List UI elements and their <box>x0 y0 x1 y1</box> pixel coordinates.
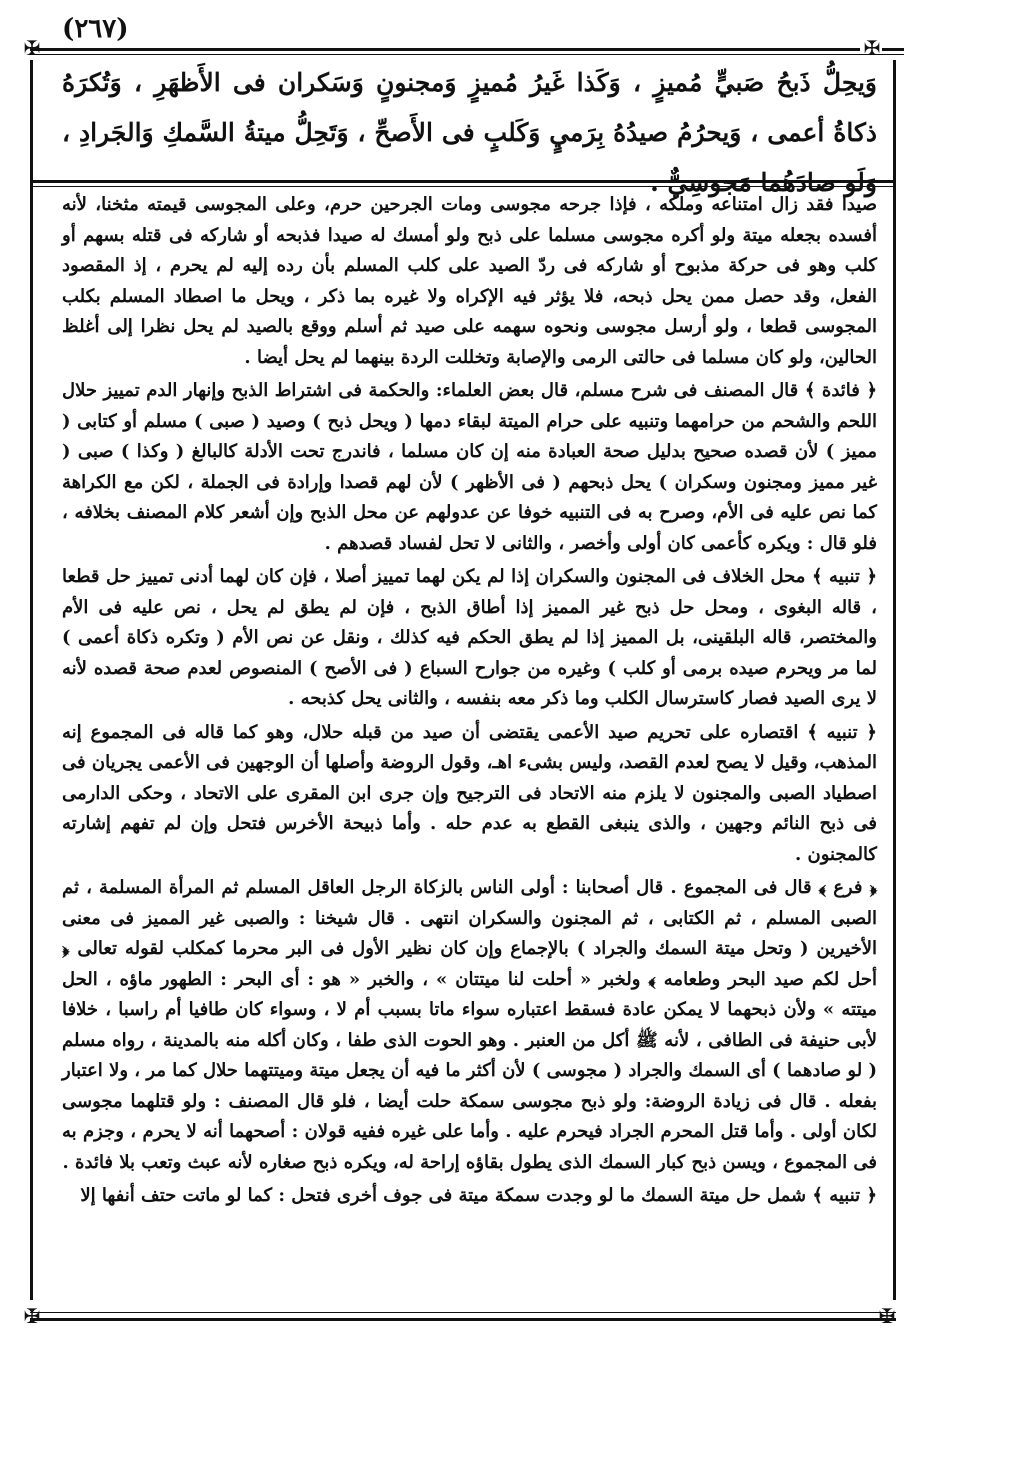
corner-ornament-icon: ✠ <box>23 36 41 60</box>
frame-bottom-rule <box>30 1318 896 1321</box>
frame-left-rule <box>30 60 33 1300</box>
commentary-paragraph <box>62 190 877 373</box>
corner-ornament-icon: ✠ <box>878 1304 896 1328</box>
paragraph-text: قال المصنف فى شرح مسلم، قال بعض العلماء: والحكمة فى اشتراط الذبح وإنهار الدم تمييز حلال اللحم والشحم من حرامهما وتنبيه على حرام الميتة لبقاء دمها ( ويحل ذبح ) وصيد ( صبى ) مسلم أو كتابى ( مميز ) لأن قصده صحيح بدليل صحة العبادة منه إن كان مسلما ، فاندرج تحت الأدلة كالبالغ ( وكذا ) صبى ( غير مميز ومجنون وسكران ) يحل ذبحهم ( فى الأظهر ) لأن لهم قصدا وإرادة فى الجملة ، لكن مع الكراهة كما نص عليه فى الأم، وصرح به فى التنبيه خوفا عن عدولهم عن محل الذبح وإن أشعر كلام المصنف بخلافه ، فلو قال : ويكره كأعمى كان أولى وأخصر ، والثانى لا تحل لفساد قصدهم . <box>62 380 877 554</box>
section-label: ﴿ تنبيه ﴾ <box>807 721 877 743</box>
section-label: ﴿ تنبيه ﴾ <box>811 566 877 587</box>
frame-top-rule-right <box>882 48 904 51</box>
paragraph-text: صيدا فقد زال امتناعه وملكه ، فإذا جرحه مجوسى ومات الجرحين حرم، وعلى المجوسى قيمته مثخنا، لأنه أفسده بجعله ميتة ولو أكره مجوسى مسلما على ذبح ولو أمسك له صيدا فذبحه أو شاركه فى قتله بسهم أو كلب وهو فى حركة مذبوح أو شاركه فى ردّ الصيد على كلب المسلم بأن رده إليه لم يحرم ، إذ المقصود الفعل، وقد حصل ممن يحل ذبحه، فلا يؤثر فيه الإكراه ولا غيره بما ذكر ، ويحل ما اصطاد المسلم بكلب المجوسى قطعا ، ولو أرسل مجوسى ونحوه سهمه على صيد ثم أسلم ووقع بالصيد لم يحل نظرا إلى أغلظ الحالين، ولو كان مسلما فى حالتى الرمى والإصابة وتخللت الردة بينهما لم يحل أيضا . <box>62 194 877 368</box>
paragraph-text: قال فى المجموع . قال أصحابنا : أولى الناس بالزكاة الرجل العاقل المسلم ثم المرأة المسلمة ، ثم الصبى المسلم ، ثم الكتابى ، ثم المجنون والسكران انتهى . قال شيخنا : والصبى غير المميز فى معنى الأخيرين ( وتحل ميتة السمك والجراد ) بالإجماع وإن كان نظير الأول فى البر محرما كمكلب لقوله تعالى ﴿ أحل لكم صيد البحر وطعامه ﴾ ولخبر « أحلت لنا ميتتان » ، والخبر « هو : أى البحر : الطهور ماؤه ، الحل ميتته » ولأن ذبحهما لا يمكن عادة فسقط اعتباره سواء ماتا بسبب أم لا ، وسواء كان طافيا أم راسبا ، خلافا لأبى حنيفة فى الطافى ، لأنه ﷺ أكل من العنبر . وهو الحوت الذى طفا ، وكان أكله منه بالمدينة ، رواه مسلم ( لو صادهما ) أى السمك والجراد ( مجوسى ) لأن أكثر ما فيه أن يجعل ميتة وميتتهما حلال كما مر ، ولا اعتبار بفعله . قال فى زيادة الروضة: ولو ذبح مجوسى سمكة حلت أيضا ، فلو قال المصنف : ولو قتلهما مجوسى لكان أولى . وأما قتل المحرم الجراد فيحرم عليه . وأما على غيره ففيه قولان : أصحهما أنه لا يحرم ، وجزم به فى المجموع ، ويسن ذبح كبار السمك الذى يطول بقاؤه إراحة له، ويكره ذبح صغاره لأنه عبث وتعب بلا فائدة . <box>62 877 877 1173</box>
paragraph-text: اقتصاره على تحريم صيد الأعمى يقتضى أن صيد من قبله حلال، وهو كما قاله فى المجموع إنه المذهب، وقيل لا يصح لعدم القصد، وليس بشىء اهـ، وقول الروضة وأصلها أن الوجهين فى الأعمى يجريان فى اصطياد الصبى والمجنون لا يلزم منه الاتحاد فى الترجيح وإن جرى ابن المقرى على الاتحاد ، وحكى الدارمى فى ذبح النائم وجهين ، والذى ينبغى القطع به عدم حله . وأما ذبيحة الأخرس فتحل وإن لم تفهم إشارته كالمجنون . <box>62 721 878 865</box>
commentary-paragraph <box>62 562 877 715</box>
commentary-paragraph <box>62 1181 877 1212</box>
commentary-paragraph <box>62 718 877 871</box>
page-number: (٢٦٧) <box>62 14 129 44</box>
frame-bottom-rule-thin <box>30 1312 896 1313</box>
commentary-paragraph <box>62 376 877 559</box>
paragraph-text: شمل حل ميتة السمك ما لو وجدت سمكة ميتة فى جوف أخرى فتحل : كما لو ماتت حتف أنفها إلا <box>80 1185 807 1206</box>
corner-ornament-icon: ✠ <box>23 1304 41 1328</box>
section-label: ﴿ تنبيه ﴾ <box>812 1185 877 1206</box>
section-label: ﴿ فرع ﴾ <box>818 877 877 898</box>
frame-top-rule-thin <box>30 54 904 55</box>
commentary <box>62 190 877 1295</box>
matn-text: وَيحِلُّ ذَبحُ صَبيٍّ مُميزٍ ، وَكَذا غَيرُ مُميزٍ وَمجنونٍ وَسَكران فى الأَظهَرِ ، وَتُكرَهُ ذكاةُ أعمى ، وَيحرُمُ صيدُهُ بِرَميٍ وَكَلبٍ فى الأَصحِّ ، وَتَحِلُّ ميتةُ السَّمكِ وَالجَرادِ ، وَلَو صادَهُما مَجوسِيٌّ . <box>62 68 877 197</box>
frame-right-rule <box>893 60 896 1300</box>
paragraph-text: محل الخلاف فى المجنون والسكران إذا لم يكن لهما تمييز أصلا ، فإن كان لهما أدنى تمييز حل قطعا ، قاله البغوى ، ومحل حل ذبح غير المميز إذا أطاق الذبح ، فإن لم يطق لم يحل ، نص عليه فى الأم والمختصر، قاله البلقينى، بل المميز إذا لم يطق الحكم فيه كذلك ، ونقل عن نص الأم ( وتكره ذكاة أعمى ) لما مر ويحرم صيده برمى أو كلب ) وغيره من جوارح السباع ( فى الأصح ) المنصوص لعدم صحة قصده لأنه لا يرى الصيد فصار كاسترسال الكلب وما ذكر معه بنفسه ، والثانى يحل كذبحه . <box>62 566 877 709</box>
frame-top-rule <box>30 48 860 51</box>
section-label: ﴿ فائدة ﴾ <box>804 380 877 401</box>
commentary-paragraph <box>62 873 877 1178</box>
corner-ornament-icon: ✠ <box>863 36 881 60</box>
